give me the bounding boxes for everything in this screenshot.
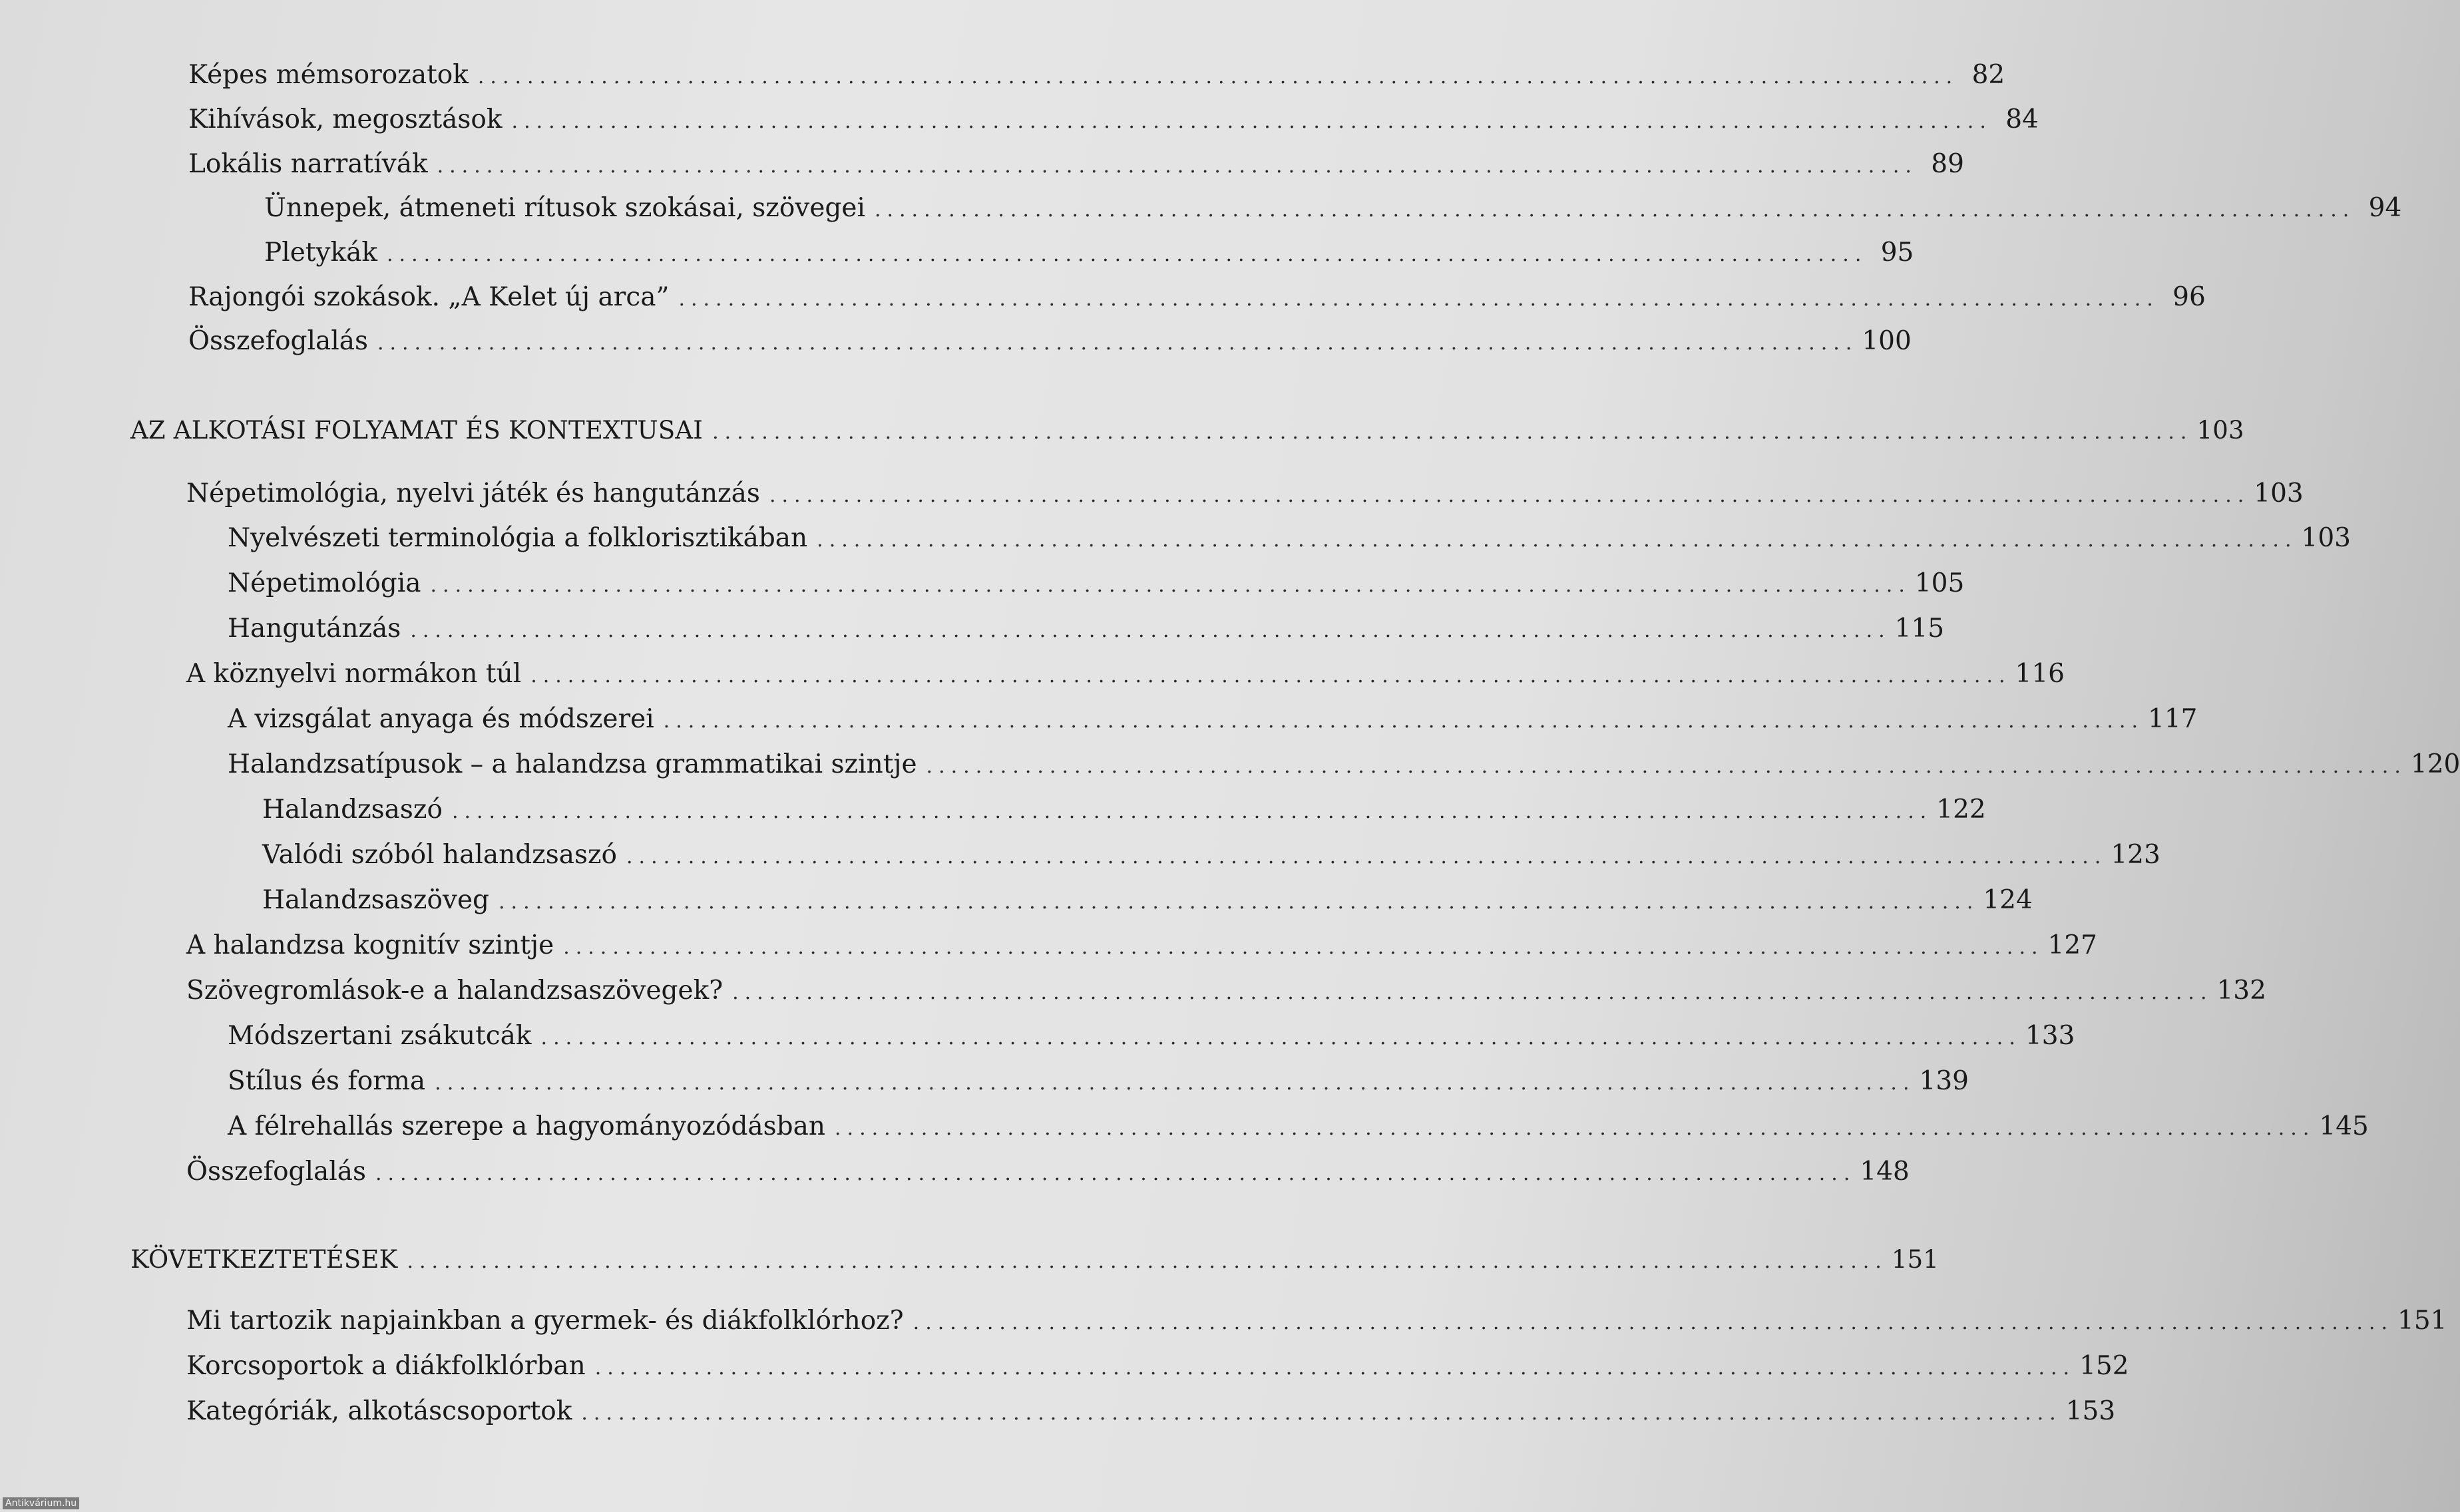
toc-entry-page: 153 [2065,1396,2116,1426]
toc-entry [188,103,2039,138]
toc-leader-dots: ........................................................................................................................ [712,421,2193,444]
toc-entry-title: A köznyelvi normákon túl [186,659,522,689]
toc-entry [186,1350,2129,1385]
toc-leader-dots: ........................................................................................................................ [926,755,2407,778]
toc-leader-dots: ........................................................................................................................ [410,619,1891,642]
toc-entry-title: AZ ALKOTÁSI FOLYAMAT ÉS KONTEXTUSAI [130,416,704,445]
toc-entry [186,477,2304,512]
toc-entry-page: 82 [1971,60,2005,90]
toc-entry [264,192,2402,227]
toc-leader-dots: ........................................................................................................................ [540,1026,2021,1049]
toc-entry [228,1020,2075,1055]
toc-entry [186,1395,2116,1430]
toc-entry-page: 103 [2196,416,2244,445]
toc-entry [228,612,1945,648]
toc-entry-page: 132 [2216,976,2266,1006]
toc-entry-title: Stílus és forma [228,1066,426,1096]
toc-leader-dots: ........................................................................................................................ [430,574,1911,597]
toc-entry-page: 95 [1880,238,1914,268]
toc-leader-dots: ........................................................................................................................ [678,287,2159,311]
toc-leader-dots: ........................................................................................................................ [435,1071,1916,1095]
toc-leader-dots: ........................................................................................................................ [581,1402,2062,1425]
toc-entry-page: 151 [1891,1245,1940,1274]
toc-entry [188,148,1964,183]
toc-entry-title: Rajongói szokások. „A Kelet új arca” [188,282,670,312]
toc-leader-dots: ........................................................................................................................ [626,845,2107,868]
toc-entry-page: 122 [1936,795,1986,825]
toc-section-heading [130,414,2244,449]
toc-entry [188,281,2206,316]
toc-entry [186,1304,2447,1340]
toc-entry-page: 84 [2005,104,2039,134]
toc-entry [186,1155,1910,1191]
toc-entry-title: Pletykák [264,238,378,268]
toc-entry-page: 152 [2079,1351,2129,1381]
toc-entry-page: 103 [2254,478,2304,508]
toc-entry-page: 103 [2301,523,2351,553]
toc-entry-title: Lokális narratívák [188,149,428,179]
toc-entry [228,703,2198,738]
toc-entry-page: 127 [2047,930,2097,960]
watermark-logo: Antikvárium.hu [3,1497,79,1509]
toc-entry-title: Népetimológia, nyelvi játék és hangutánzás [186,478,760,508]
toc-leader-dots: ........................................................................................................................ [594,1356,2076,1380]
toc-entry-title: A félrehallás szerepe a hagyományozódásban [228,1111,826,1141]
toc-section-heading [130,1243,1940,1278]
toc-entry-title: Kihívások, megosztások [188,104,503,134]
toc-entry-page: 105 [1914,568,1965,598]
toc-leader-dots: ........................................................................................................................ [874,198,2356,222]
toc-entry-page: 115 [1894,614,1945,644]
toc-entry-page: 96 [2172,282,2206,312]
toc-entry-page: 120 [2410,749,2460,779]
toc-entry-title: Összefoglalás [186,1157,366,1187]
toc-entry-page: 94 [2368,193,2402,223]
toc-entry-title: Mi tartozik napjainkban a gyermek- és diákfolklórhoz? [186,1306,904,1336]
toc-entry-page: 151 [2397,1306,2447,1336]
toc-leader-dots: ........................................................................................................................ [913,1311,2393,1334]
toc-leader-dots: ........................................................................................................................ [835,1117,2316,1140]
toc-entry-title: Halandzsaszó [262,795,443,825]
toc-leader-dots: ........................................................................................................................ [817,528,2298,552]
toc-leader-dots: ........................................................................................................................ [477,65,1959,89]
toc-entry [228,522,2351,557]
toc-entry-title: Összefoglalás [188,326,368,356]
toc-entry-title: Ünnepek, átmeneti rítusok szokásai, szövegei [264,193,865,223]
toc-entry-title: Népetimológia [228,568,421,598]
toc-leader-dots: ........................................................................................................................ [511,110,1992,133]
toc-entry-title: Halandzsaszöveg [262,885,490,915]
toc-entry-page: 117 [2148,704,2198,734]
toc-entry-title: Halandzsatípusok – a halandzsa grammatikai szintje [228,749,917,779]
toc-leader-dots: ........................................................................................................................ [769,484,2250,507]
toc-entry-title: A halandzsa kognitív szintje [186,930,554,960]
toc-entry [228,1065,1969,1100]
toc-entry-page: 145 [2319,1111,2369,1141]
toc-entry-title: KÖVETKEZTETÉSEK [130,1245,398,1274]
toc-entry-title: Valódi szóból halandzsaszó [262,840,618,870]
toc-entry-title: A vizsgálat anyaga és módszerei [228,704,654,734]
toc-leader-dots: ........................................................................................................................ [407,1250,1888,1273]
toc-entry-title: Nyelvészeti terminológia a folklorisztikában [228,523,808,553]
toc-entry-page: 124 [1983,885,2033,915]
toc-entry [188,59,2005,94]
toc-entry [228,567,1965,602]
toc-leader-dots: ........................................................................................................................ [530,664,2011,687]
toc-entry [262,884,2033,919]
toc-entry-title: Hangutánzás [228,614,401,644]
toc-entry-page: 148 [1860,1157,1910,1187]
toc-entry-title: Kategóriák, alkotáscsoportok [186,1396,572,1426]
toc-entry-title: Képes mémsorozatok [188,60,469,90]
toc-entry [186,658,2065,693]
toc-entry [228,1110,2369,1145]
toc-leader-dots: ........................................................................................................................ [437,154,1918,178]
toc-entry-page: 139 [1919,1066,1969,1096]
toc-entry-page: 100 [1862,326,1912,356]
toc-entry [262,793,1986,829]
toc-entry-title: Szövegromlások-e a halandzsaszövegek? [186,976,723,1006]
toc-leader-dots: ........................................................................................................................ [387,243,1868,266]
toc-leader-dots: ........................................................................................................................ [375,1162,1856,1185]
toc-entry-title: Korcsoportok a diákfolklórban [186,1351,586,1381]
toc-leader-dots: ........................................................................................................................ [563,936,2044,959]
toc-entry [186,929,2097,964]
toc-leader-dots: ........................................................................................................................ [663,709,2145,733]
toc-entry [188,325,1912,360]
toc-leader-dots: ........................................................................................................................ [451,800,1933,823]
toc-leader-dots: ........................................................................................................................ [377,331,1858,355]
toc-entry-page: 123 [2111,840,2160,870]
toc-entry [264,236,1914,272]
toc-entry [262,839,2160,874]
toc-leader-dots: ........................................................................................................................ [499,890,1979,914]
toc-entry-page: 133 [2025,1021,2075,1051]
toc-entry-title: Módszertani zsákutcák [228,1021,532,1051]
toc-entry-page: 116 [2015,659,2065,689]
toc-entry [228,748,2460,783]
toc-entry-page: 89 [1931,149,1964,179]
toc-entry [186,974,2266,1010]
toc-leader-dots: ........................................................................................................................ [732,981,2213,1004]
